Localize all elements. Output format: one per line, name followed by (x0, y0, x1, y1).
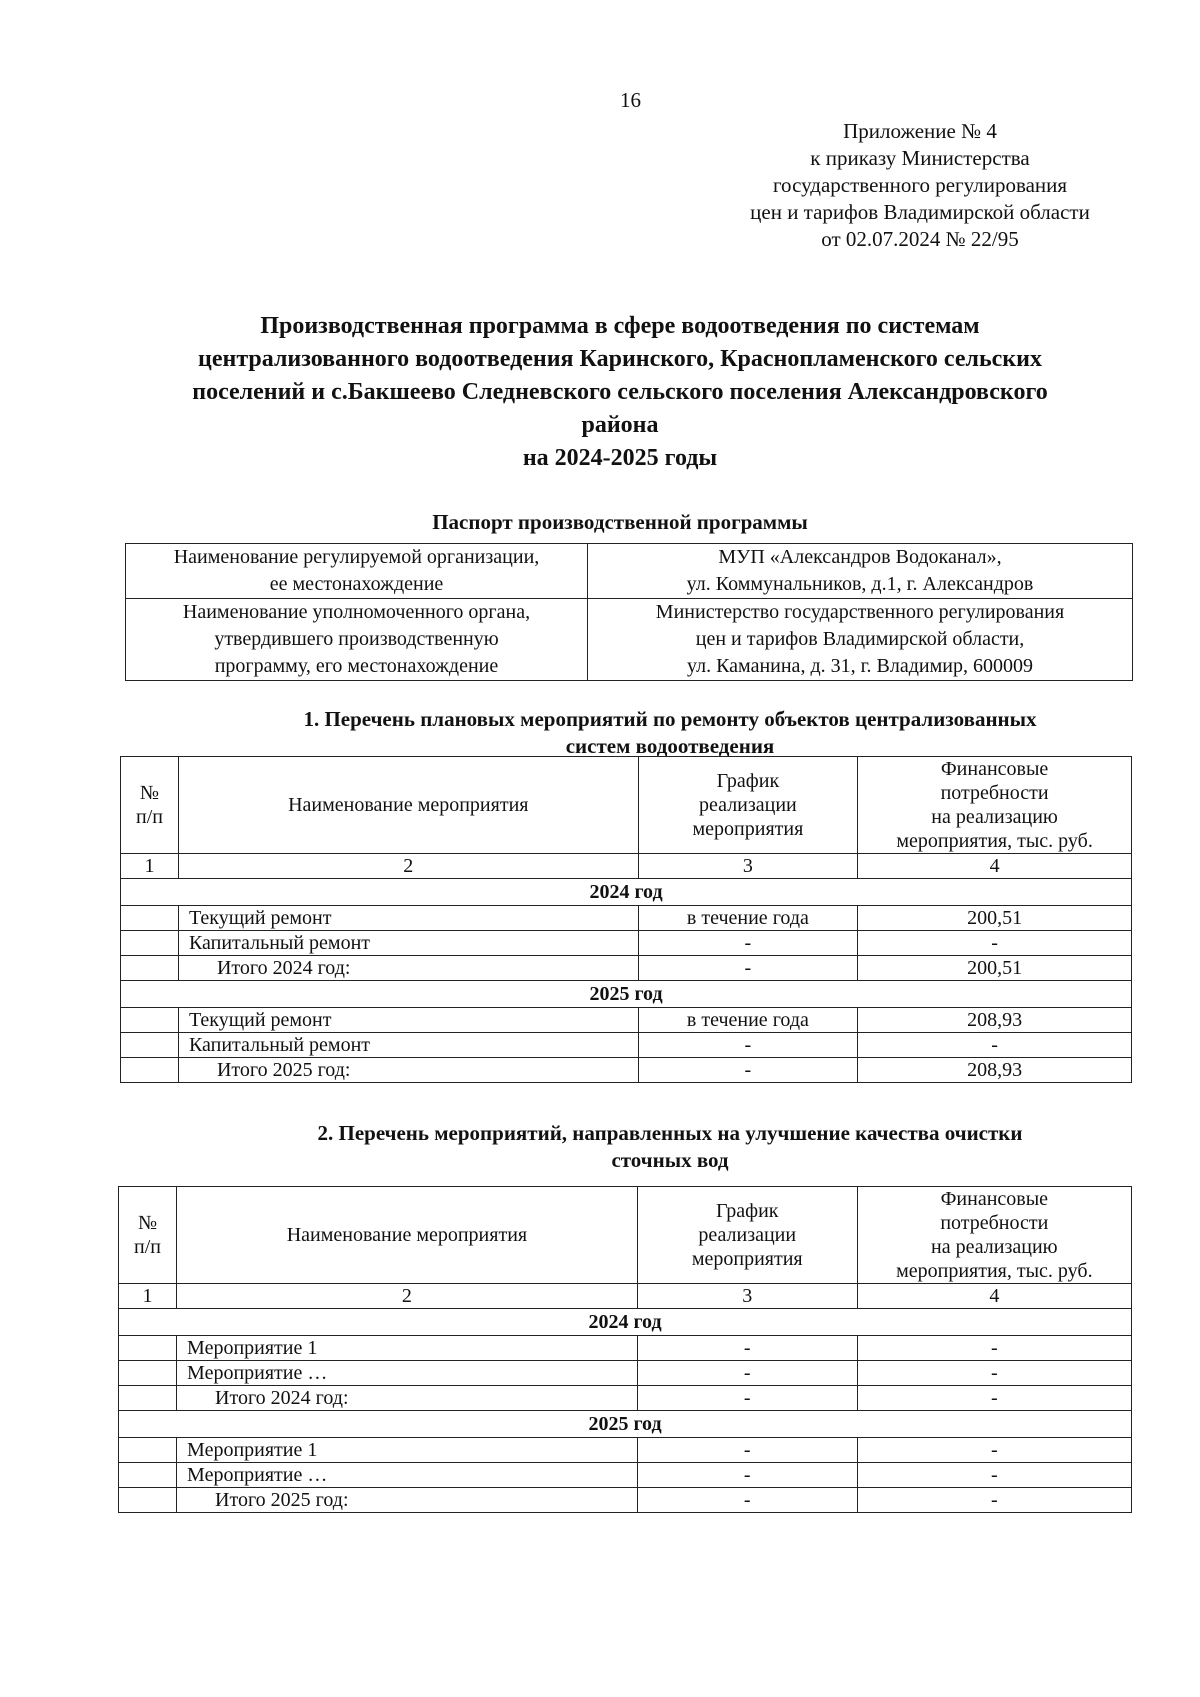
header-schedule-line: мероприятия (691, 1248, 803, 1270)
header-amount-line: потребности (940, 1212, 1049, 1234)
row-amount: 208,93 (858, 1008, 1132, 1033)
header-schedule-line: мероприятия (692, 818, 804, 840)
passport-label-line: Наименование уполномоченного органа, (182, 601, 531, 623)
header-schedule-line: реализации (698, 1224, 797, 1246)
header-schedule-line: График (715, 1200, 779, 1222)
section-title-line: сточных вод (611, 1148, 729, 1172)
section1-title (220, 706, 1120, 760)
row-amount: - (857, 1361, 1131, 1386)
passport-row (126, 599, 1133, 681)
row-name: Итого 2024 год: (177, 1386, 638, 1411)
row-num (119, 1361, 177, 1386)
year-row (119, 1309, 1132, 1336)
passport-value-line: Министерство государственного регулирования (655, 601, 1065, 623)
passport-label-cell (126, 599, 588, 681)
column-number: 1 (121, 854, 179, 879)
header-schedule (637, 1187, 857, 1284)
header-num-line: п/п (134, 1236, 161, 1258)
header-num-line: п/п (135, 806, 163, 828)
year-label: 2024 год (121, 879, 1132, 906)
appendix-line: к приказу Министерства (810, 146, 1030, 170)
column-number: 4 (858, 854, 1132, 879)
row-schedule: - (637, 1336, 857, 1361)
passport-label-cell (126, 544, 588, 599)
header-num-line: № (139, 782, 160, 804)
passport-label-line: утвердившего производственную (214, 628, 499, 650)
header-name: Наименование мероприятия (177, 1187, 638, 1284)
section-title-line: 1. Перечень плановых мероприятий по ремонту объектов централизованных (303, 707, 1037, 731)
row-name: Итого 2025 год: (178, 1058, 638, 1083)
row-amount: 200,51 (858, 956, 1132, 981)
passport-label-line: Наименование регулируемой организации, (173, 546, 540, 568)
year-row (121, 981, 1132, 1008)
row-amount: 208,93 (858, 1058, 1132, 1083)
row-amount: 200,51 (858, 906, 1132, 931)
header-num-line: № (137, 1212, 158, 1234)
passport-value-line: ул. Каманина, д. 31, г. Владимир, 600009 (687, 655, 1033, 677)
row-schedule: - (638, 1033, 858, 1058)
row-num (119, 1336, 177, 1361)
row-name: Текущий ремонт (178, 1008, 638, 1033)
title-line: централизованного водоотведения Каринского, Краснопламенского сельских (198, 346, 1042, 372)
year-row (121, 879, 1132, 906)
header-name: Наименование мероприятия (178, 757, 638, 854)
header-amount (858, 757, 1132, 854)
section-title-line: систем водоотведения (565, 734, 775, 758)
table-row (121, 906, 1132, 931)
row-schedule: в течение года (638, 906, 858, 931)
table-row (119, 1386, 1132, 1411)
document-title (120, 310, 1120, 475)
row-schedule: - (637, 1463, 857, 1488)
title-line: Производственная программа в сфере водоотведения по системам (260, 313, 980, 339)
row-amount: - (857, 1438, 1131, 1463)
header-amount-line: мероприятия, тыс. руб. (896, 1260, 1093, 1282)
row-amount: - (857, 1463, 1131, 1488)
appendix-line: Приложение № 4 (843, 119, 997, 143)
section1-table (120, 756, 1132, 1083)
column-number: 3 (637, 1284, 857, 1309)
table-row (119, 1463, 1132, 1488)
passport-value-line: МУП «Александров Водоканал», (718, 546, 1002, 568)
row-name: Мероприятие … (177, 1463, 638, 1488)
row-num (121, 956, 179, 981)
row-num (121, 906, 179, 931)
appendix-line: цен и тарифов Владимирской области (750, 200, 1090, 224)
page-number: 16 (620, 88, 641, 112)
table-row (121, 956, 1132, 981)
header-amount-line: потребности (940, 782, 1049, 804)
header-amount-line: на реализацию (931, 806, 1058, 828)
row-schedule: - (637, 1488, 857, 1513)
column-number-row (121, 854, 1132, 879)
year-label: 2025 год (121, 981, 1132, 1008)
table-row (121, 1008, 1132, 1033)
header-amount-line: на реализацию (931, 1236, 1058, 1258)
section2-table (118, 1186, 1132, 1513)
passport-row (126, 544, 1133, 599)
row-num (121, 931, 179, 956)
appendix-line: государственного регулирования (772, 173, 1068, 197)
header-amount-line: мероприятия, тыс. руб. (896, 830, 1093, 852)
row-amount: - (857, 1336, 1131, 1361)
row-num (121, 1058, 179, 1083)
row-num (121, 1008, 179, 1033)
passport-label-line: ее местонахождение (269, 573, 444, 595)
row-name: Мероприятие 1 (177, 1336, 638, 1361)
column-number: 1 (119, 1284, 177, 1309)
column-number: 2 (178, 854, 638, 879)
row-num (121, 1033, 179, 1058)
row-schedule: - (637, 1386, 857, 1411)
row-name: Мероприятие 1 (177, 1438, 638, 1463)
row-num (119, 1438, 177, 1463)
table-row (121, 1033, 1132, 1058)
table-row (121, 931, 1132, 956)
section-title-line: 2. Перечень мероприятий, направленных на улучшение качества очистки (317, 1121, 1023, 1145)
table-row (121, 1058, 1132, 1083)
title-line: поселений и с.Бакшеево Следневского сельского поселения Александровского (192, 379, 1048, 405)
table-row (119, 1438, 1132, 1463)
passport-value-cell (588, 599, 1133, 681)
header-schedule (638, 757, 858, 854)
year-label: 2024 год (119, 1309, 1132, 1336)
section2-title (220, 1120, 1120, 1174)
row-name: Мероприятие … (177, 1361, 638, 1386)
table-header-row (121, 757, 1132, 854)
row-schedule: - (638, 956, 858, 981)
column-number: 4 (857, 1284, 1131, 1309)
row-amount: - (857, 1488, 1131, 1513)
row-amount: - (858, 931, 1132, 956)
header-num (121, 757, 179, 854)
row-amount: - (858, 1033, 1132, 1058)
header-amount (857, 1187, 1131, 1284)
table-row (119, 1488, 1132, 1513)
row-name: Капитальный ремонт (178, 931, 638, 956)
row-schedule: - (638, 931, 858, 956)
appendix-line: от 02.07.2024 № 22/95 (821, 227, 1019, 251)
table-row (119, 1336, 1132, 1361)
column-number: 3 (638, 854, 858, 879)
passport-label-line: программу, его местонахождение (214, 655, 499, 677)
row-schedule: - (637, 1361, 857, 1386)
header-schedule-line: График (716, 770, 780, 792)
row-name: Итого 2025 год: (177, 1488, 638, 1513)
row-amount: - (857, 1386, 1131, 1411)
header-schedule-line: реализации (699, 794, 797, 816)
row-num (119, 1386, 177, 1411)
header-amount-line: Финансовые (940, 758, 1049, 780)
year-label: 2025 год (119, 1411, 1132, 1438)
table-row (119, 1361, 1132, 1386)
row-name: Текущий ремонт (178, 906, 638, 931)
passport-value-cell (588, 544, 1133, 599)
row-schedule: - (638, 1058, 858, 1083)
row-name: Итого 2024 год: (178, 956, 638, 981)
column-number: 2 (177, 1284, 638, 1309)
column-number-row (119, 1284, 1132, 1309)
passport-table (125, 543, 1133, 681)
passport-value-line: цен и тарифов Владимирской области, (695, 628, 1025, 650)
table-header-row (119, 1187, 1132, 1284)
header-amount-line: Финансовые (940, 1188, 1049, 1210)
row-name: Капитальный ремонт (178, 1033, 638, 1058)
row-schedule: - (637, 1438, 857, 1463)
passport-title: Паспорт производственной программы (432, 510, 808, 534)
row-schedule: в течение года (638, 1008, 858, 1033)
title-line: района (581, 412, 659, 438)
passport-value-line: ул. Коммунальников, д.1, г. Александров (686, 573, 1034, 595)
year-row (119, 1411, 1132, 1438)
row-num (119, 1463, 177, 1488)
title-line: на 2024-2025 годы (522, 445, 718, 471)
row-num (119, 1488, 177, 1513)
appendix-block (700, 118, 1140, 253)
header-num (119, 1187, 177, 1284)
